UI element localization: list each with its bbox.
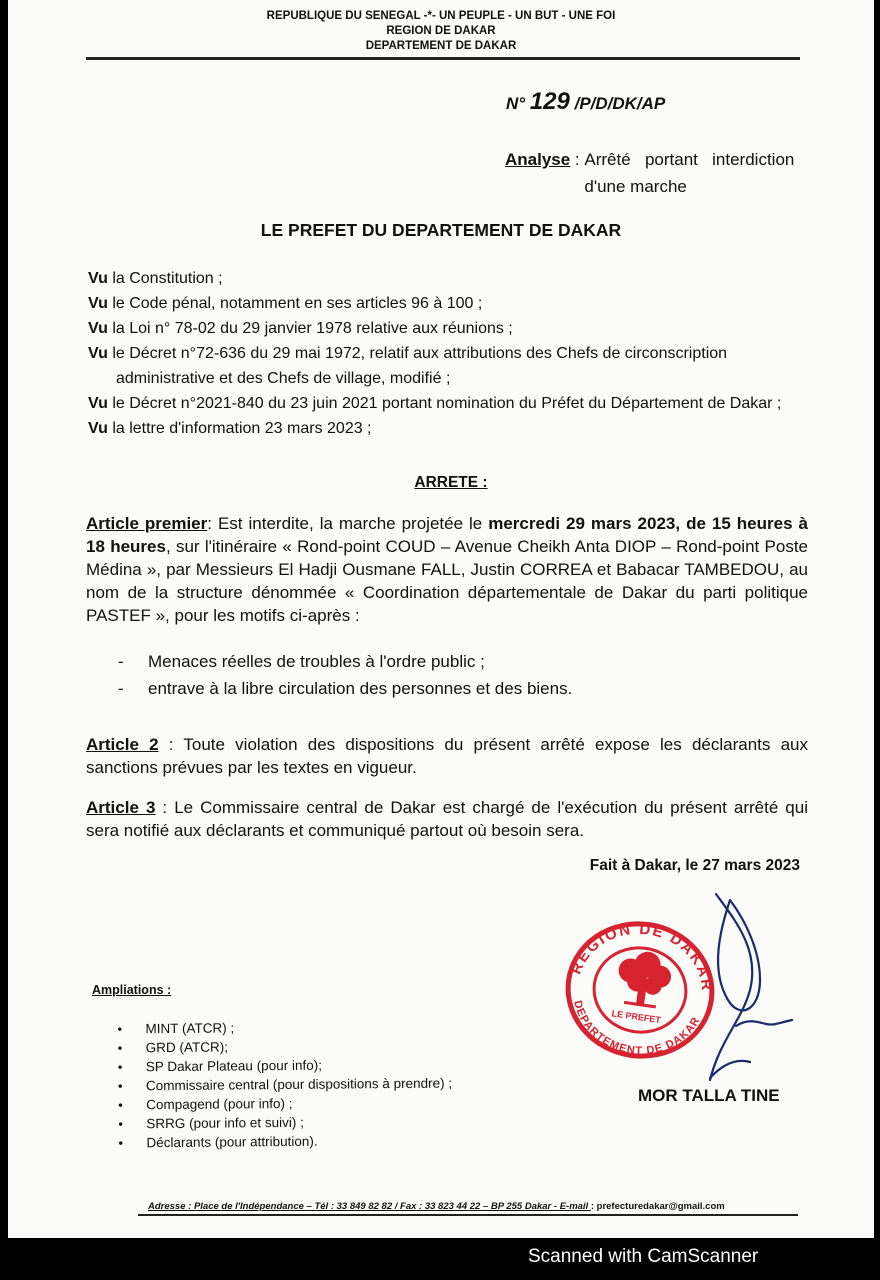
consideration-item: [88, 341, 808, 366]
signature-icon: [710, 894, 792, 1080]
consideration-text: la Loi n° 78-02 du 29 janvier 1978 relative aux réunions ;: [112, 320, 513, 337]
ampliations-list: [117, 1017, 452, 1153]
vu-word: Vu: [88, 270, 108, 287]
motif-item: - entrave à la libre circulation des personnes et des biens.: [118, 679, 573, 698]
ampliation-item: • Commissaire central (pour dispositions à prendre) ;: [117, 1075, 453, 1094]
reference-suffix: /P/D/DK/AP: [574, 94, 666, 113]
consideration-item: [88, 391, 808, 416]
arrete-heading: ARRETE :: [414, 474, 488, 491]
consideration-text: le Décret n°72-636 du 29 mai 1972, relatif aux attributions des Chefs de circonscription: [112, 345, 728, 362]
vu-word: Vu: [88, 320, 108, 337]
camscanner-watermark: Scanned with CamScanner: [528, 1246, 759, 1267]
vu-word: Vu: [88, 420, 108, 437]
svg-text:REGION DE DAKAR: REGION DE DAKAR: [567, 920, 716, 993]
header-department: DEPARTEMENT DE DAKAR: [365, 40, 517, 52]
consideration-item: [88, 266, 808, 291]
analyse-label: Analyse: [505, 150, 571, 169]
analyse-text: Arrêté portant interdiction d'une marche: [584, 150, 795, 196]
ampliations-title: Ampliations :: [92, 983, 172, 997]
article-3-text: : Le Commissaire central de Dakar est chargé de l'exécution du présent arrêté qui sera notifié aux déclarants et communiqué partout où besoin sera.: [86, 798, 808, 840]
article-2: [86, 733, 808, 779]
consideration-item: [88, 416, 808, 441]
ampliation-item: • SRRG (pour info et suivi) ;: [118, 1114, 304, 1132]
vu-word: Vu: [88, 345, 108, 362]
baobab-tree-icon: [614, 948, 674, 1010]
ampliation-item: • SP Dakar Plateau (pour info);: [117, 1057, 322, 1075]
reference-number: [506, 88, 665, 116]
svg-text:LE PREFET: LE PREFET: [611, 1008, 662, 1026]
footer-text: : Place de l'Indépendance – Tél : 33 849 82 82 / Fax : 33 823 44 22 – BP 255 Dakar - E-mail: [185, 1201, 591, 1212]
analyse-sep: :: [570, 150, 585, 169]
article-1-text: : Est interdite, la marche projetée le: [207, 514, 489, 533]
consideration-item: [88, 291, 808, 316]
consideration-text: le Décret n°2021-840 du 23 juin 2021 portant nomination du Préfet du Département de Dakar ;: [112, 395, 782, 412]
header-rule: [86, 57, 800, 60]
vu-word: Vu: [88, 395, 108, 412]
article-1: [86, 512, 808, 627]
article-1-text-rest: , sur l'itinéraire « Rond-point COUD – Avenue Cheikh Anta DIOP – Rond-point Poste Médina », par Messieurs El Hadji Ousmane FALL, Justin CORREA et Babacar TAMBEDOU, au nom de la structure dénommée « Coordination départementale de Dakar du parti politique PASTEF », pour les motifs ci-après :: [86, 537, 809, 625]
article-1-date: mercredi 29 mars 2023, de 15 heures à 18 heures: [86, 514, 808, 556]
footer-label: Adresse: [148, 1201, 186, 1212]
consideration-continuation: administrative et des Chefs de village, modifié ;: [116, 370, 451, 387]
consideration-text: la lettre d'information 23 mars 2023 ;: [112, 420, 372, 437]
footer-rule: [138, 1214, 798, 1216]
vu-word: Vu: [88, 295, 108, 312]
article-3: [86, 796, 808, 842]
ampliation-item: • MINT (ATCR) ;: [117, 1020, 235, 1037]
svg-text:DEPARTEMENT DE DAKAR: DEPARTEMENT DE DAKAR: [571, 999, 703, 1058]
motif-item: - Menaces réelles de troubles à l'ordre public ;: [118, 652, 485, 671]
motifs-list: [118, 648, 572, 702]
official-stamp: [560, 890, 800, 1090]
ampliation-item: • Déclarants (pour attribution).: [118, 1133, 318, 1151]
signatory-name: MOR TALLA TINE: [638, 1086, 780, 1105]
article-2-label: Article 2: [86, 735, 159, 754]
header-republic: REPUBLIQUE DU SENEGAL -*- UN PEUPLE - UN BUT - UNE FOI: [266, 10, 616, 22]
reference-prefix: N°: [506, 94, 526, 113]
header-region: REGION DE DAKAR: [386, 25, 496, 37]
ampliation-item: • Compagend (pour info) ;: [118, 1095, 293, 1113]
footer-email: : prefecturedakar@gmail.com: [590, 1201, 725, 1212]
considerations-list: [88, 266, 808, 441]
consideration-text: le Code pénal, notamment en ses articles 96 à 100 ;: [112, 295, 483, 312]
ampliation-item: • GRD (ATCR);: [117, 1039, 228, 1056]
consideration-item: [88, 316, 808, 341]
article-3-label: Article 3: [86, 798, 156, 817]
document-page: [8, 0, 874, 1238]
analyse-block: [505, 146, 810, 200]
footer-address: [148, 1201, 725, 1212]
issuer-title: LE PREFET DU DEPARTEMENT DE DAKAR: [260, 220, 622, 240]
consideration-text: la Constitution ;: [112, 270, 223, 287]
place-date: Fait à Dakar, le 27 mars 2023: [589, 857, 800, 874]
article-1-label: Article premier: [86, 514, 208, 533]
article-2-text: : Toute violation des dispositions du présent arrêté expose les déclarants aux sanctions prévues par les textes en vigueur.: [86, 735, 809, 777]
reference-value: 129: [529, 88, 570, 115]
